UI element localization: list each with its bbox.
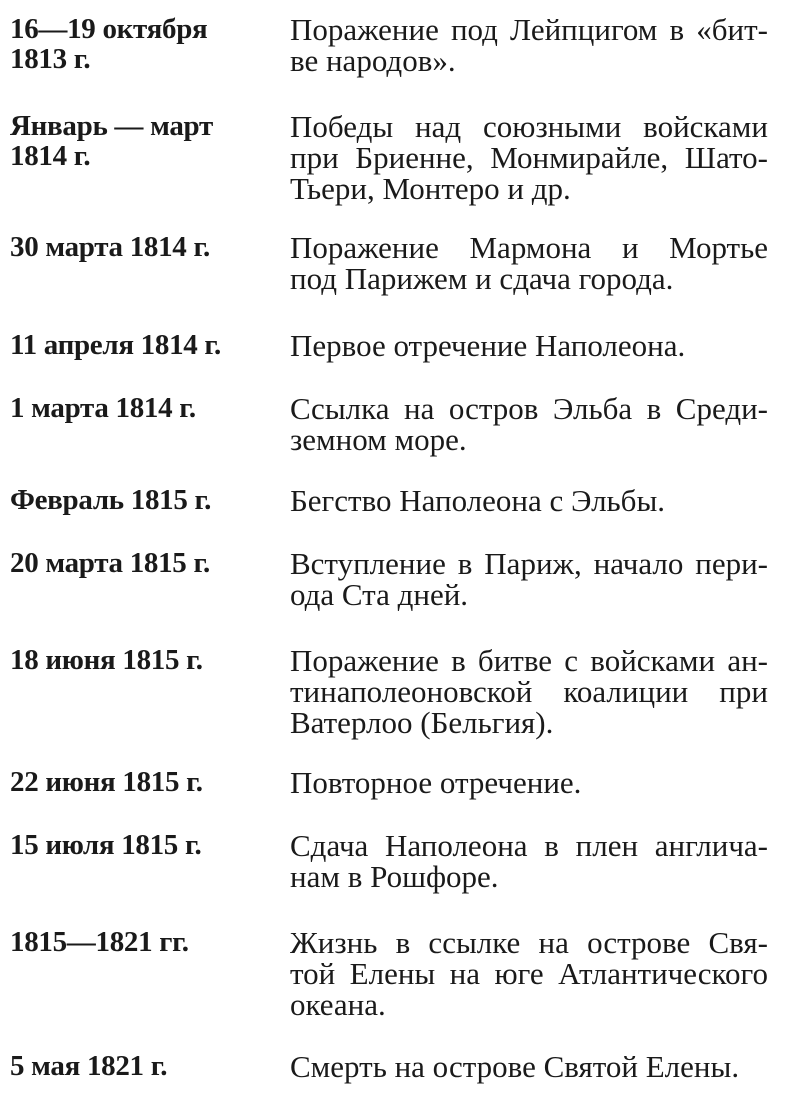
entry-description-line: Вступление в Париж, начало пери- [290, 546, 768, 581]
entry-description-line: Сдача Наполеона в плен англича- [290, 828, 768, 863]
entry-description-line: Повторное отречение. [290, 765, 582, 800]
entry-date-line: 18 июня 1815 г. [10, 644, 203, 676]
entry-date [10, 645, 282, 675]
entry-description [290, 393, 768, 455]
entry-date-line: 1813 г. [10, 43, 91, 75]
entry-description [290, 767, 768, 798]
entry-description-line: Смерть на острове Святой Елены. [290, 1049, 740, 1084]
entry-date [10, 232, 282, 262]
entry-description-line: Поражение Мармона и Мортье [290, 230, 768, 265]
entry-description [290, 830, 768, 892]
entry-date-line: 15 июля 1815 г. [10, 829, 202, 861]
entry-description-line: Бегство Наполеона с Эльбы. [290, 483, 666, 518]
entry-description-line: ве народов». [290, 43, 456, 78]
entry-description-line: той Елены на юге Атлантического [290, 956, 768, 991]
entry-description-line: земном море. [290, 422, 467, 457]
entry-date-line: Февраль 1815 г. [10, 484, 212, 516]
entry-description [290, 485, 768, 516]
entry-date [10, 767, 282, 797]
entry-date [10, 1051, 282, 1081]
entry-date-line: 30 марта 1814 г. [10, 231, 210, 263]
entry-date [10, 393, 282, 423]
entry-description [290, 14, 768, 76]
entry-date [10, 14, 282, 74]
entry-date-line: 5 мая 1821 г. [10, 1050, 168, 1082]
entry-description-line: ода Ста дней. [290, 577, 469, 612]
entry-description [290, 111, 768, 204]
entry-date-line: 20 марта 1815 г. [10, 547, 210, 579]
entry-description-line: нам в Рошфоре. [290, 859, 499, 894]
entry-description [290, 645, 768, 738]
entry-description-line: океана. [290, 987, 386, 1022]
entry-date-line: 1814 г. [10, 140, 91, 172]
entry-description-line: тинаполеоновской коалиции при [290, 674, 768, 709]
entry-date [10, 485, 282, 515]
entry-description [290, 1051, 768, 1082]
entry-date-line: 22 июня 1815 г. [10, 766, 203, 798]
entry-date [10, 548, 282, 578]
entry-description-line: Тьери, Монтеро и др. [290, 171, 571, 206]
entry-date [10, 927, 282, 957]
entry-description-line: под Парижем и сдача города. [290, 261, 674, 296]
entry-description-line: Поражение под Лейпцигом в «бит- [290, 12, 768, 47]
entry-date-line: 16—19 октября [10, 13, 208, 45]
entry-description-line: Победы над союзными войсками [290, 109, 768, 144]
entry-description [290, 330, 768, 361]
entry-description-line: при Бриенне, Монмирайле, Шато- [290, 140, 768, 175]
entry-description-line: Поражение в битве с войсками ан- [290, 643, 768, 678]
entry-date [10, 330, 282, 360]
entry-description [290, 927, 768, 1020]
entry-description-line: Ватерлоо (Бельгия). [290, 705, 554, 740]
entry-date [10, 830, 282, 860]
entry-date [10, 111, 282, 171]
entry-description [290, 548, 768, 610]
entry-description-line: Первое отречение Наполеона. [290, 328, 686, 363]
entry-description-line: Ссылка на остров Эльба в Среди- [290, 391, 768, 426]
entry-date-line: 1 марта 1814 г. [10, 392, 196, 424]
entry-date-line: 1815—1821 гг. [10, 926, 189, 958]
entry-description [290, 232, 768, 294]
entry-date-line: Январь — март [10, 110, 213, 142]
entry-description-line: Жизнь в ссылке на острове Свя- [290, 925, 768, 960]
entry-date-line: 11 апреля 1814 г. [10, 329, 221, 361]
